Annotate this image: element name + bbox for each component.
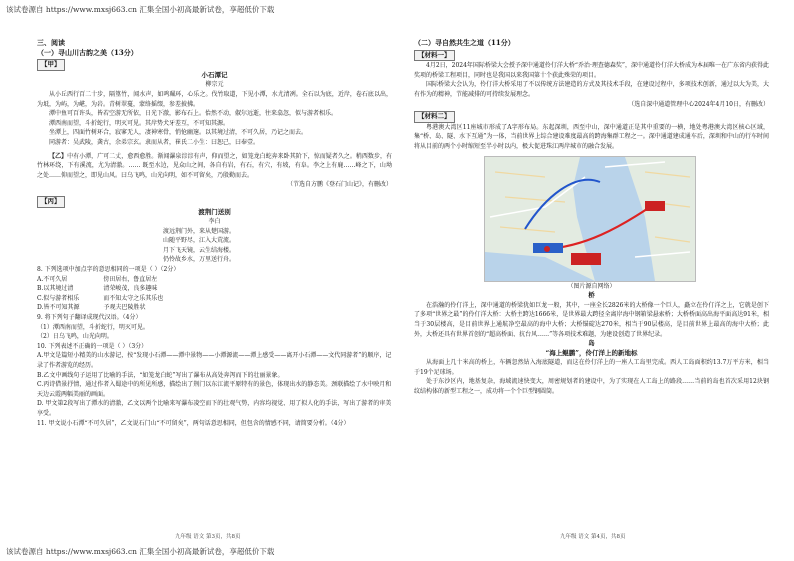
map-image (484, 156, 696, 282)
question-11: 11. 甲文说小石潭“不可久居”，乙文说石门山“不可留矣”，两句话意思相同，但包含的情感不同，请简要分析。（4分） (37, 419, 350, 427)
poem-line: 仍怜故乡水，万里送行舟。 (163, 256, 236, 264)
q10-option-b[interactable]: B.乙文中画线句子运用了比喻的手法，“如笼龙白蛇”写出了瀑布从高处奔泻而下的壮丽景象。 (37, 371, 284, 379)
yi-text: 中有小潭，广可二丈，愈西愈胜。渐闻瀑泉淙淙有声，仰而望之，如笼龙白蛇奔来卧其阶下，惊而疑者久之。稍西数步，有竹林环绕，下有溪流，尤为清澈。…… 既至水边，见众山之间，各自有岩，有石，有穴，有坡，有阜。李之上有鹿……峰之下，山坳之处……仰而望之，即见山风。曰乌飞鸣，山光向明，如不可留矣，乃殷勤而去。 (37, 152, 392, 179)
poem-line: 山随平野尽，江入大荒流。 (163, 237, 236, 245)
q10-option-c[interactable]: C.丙诗借景抒情，通过作者入蜀途中的所见所感，描绘出了荆门以东江流平原特有的景色，体现出水的静态美。颈联描绘了水中映月和天边云霞两幅美丽的画面。 (37, 381, 392, 398)
page-number-left: 九年级 语文 第3页，共8页 (175, 534, 241, 540)
q9-item-2: （2）日乌飞鸣，山光向明。 (37, 333, 113, 341)
yi-label: 【乙】 (49, 152, 68, 160)
yi-source: （节选自方鹏《登石门山记》，有删改） (286, 181, 392, 189)
material-2-label: 【材料二】 (414, 111, 455, 123)
subsection-bridge: 桥 (588, 291, 595, 300)
right-column (414, 38, 769, 397)
island-title: “海上鲲鹏”，伶仃洋上的新地标 (545, 348, 638, 357)
question-10: 10. 下列表述不正确的一项是（ ）（3分） (37, 342, 148, 350)
map-illustration (485, 157, 695, 281)
bridge-paragraph: 在浩瀚的伶仃洋上，深中通道的桥梁犹如巨龙一般，其中，一座全长2826米的大桥像一个巨人，矗立在伶仃洋之上，它就是创下了多项“世界之最”的伶仃洋大桥：大桥主跨达1666米，是世界最大跨径全离岸海中钢箱梁悬索桥；大桥桥面高出海平面高达91米，相当于30层楼高，是目前世界上通航净空最高的海中大桥；大桥锚碇达270米，相当于90层楼高，是目前世界上最高的海中大桥；此外，大桥还具有世界首创的“超高桥面、抗台风……”等各项技术难题，为建设创造了世界纪录。 (414, 301, 769, 338)
material-1-label: 【材料一】 (414, 50, 455, 62)
subsection-island: 岛 (588, 339, 595, 348)
poem-line: 月下飞天镜，云生结海楼。 (163, 246, 236, 254)
question-9: 9. 将下列句子翻译成现代汉语。（4分） (37, 314, 142, 322)
yi-passage (37, 152, 392, 181)
left-column (37, 38, 392, 428)
q10-option-a[interactable]: A.甲文是篇短小精美的山水游记，按“发现小石潭——潭中景物——小潭源流——潭上感受——离开小石潭——文代同游者”的顺序，记录了作者游览的经历。 (37, 352, 392, 369)
q8-option-d[interactable]: D.皆不可知其源 予观夫巴陵胜状 (37, 304, 146, 312)
section-title: 三、阅读 (37, 38, 65, 47)
material-1-paragraph-2: 国际桥梁大会认为，伶仃洋大桥采用了不以传统方法建造的方式及其技术手段，在建设过程中，多项技术创新，通过以大为美，大有作为的精神，节能减排的可持续发展理念。 (414, 81, 769, 98)
material-1-paragraph-1: 4月2日，2024年国际桥梁大会授予深中通道伶仃洋大桥“乔治·理查德森奖”，深中通道伶仃洋大桥成为本届唯一在广东省内获得此奖项的桥梁工程项目，同时也是我国以来我国第十个获此殊荣的项目。 (414, 62, 769, 79)
part2-title: （二）寻自然共生之道（11分） (414, 38, 515, 47)
material-1-source: （选自深中通道管理中心2024年4月10日，有删改） (628, 100, 769, 108)
q8-option-a[interactable]: A.不可久居 傍田居右，鲁直居左 (37, 275, 158, 283)
jia-paragraph-1: 从小丘西行百二十步，隔篁竹，闻水声，如鸣珮环，心乐之。伐竹取道，下见小潭，水尤清冽。全石以为底，近岸，卷石底以出，为坻，为屿，为嵁，为岩。青树翠蔓，蒙络摇缀，参差披拂。 (37, 90, 392, 108)
poem-line: 渡远荆门外，来从楚国游。 (163, 227, 236, 235)
page-header: 该试卷源自 https://www.mxsj663.cn 汇集全国小初高最新试卷，享超低价下载 (6, 5, 275, 14)
page-footer: 该试卷源自 https://www.mxsj663.cn 汇集全国小初高最新试卷，享超低价下载 (6, 547, 275, 556)
material-2-paragraph: 粤港澳大湾区11座城市形成了A字形布局。东起深圳，西至中山，深中通道正是其中重要的一横，地处粤港澳大湾区核心区域，集“桥、岛、隧、水下互通”为一体，当前世界上综合建设难度最高的跨海集群工程之一。深中通道建成通车后，深圳和中山的行车时间将从目前的两个小时缩短至半小时以内，极大促进珠江两岸城市的融合发展。 (414, 123, 769, 150)
island-paragraph-2: 处于东沙区内，地基复杂，海域流速快变大，周密规划者的建设中，为了实现在人工岛上的路段……当前的岛也首次采用12块钢纹结构体的新型工程之一，成功将一个个巨型钢圆筒。 (414, 378, 769, 396)
island-paragraph-1: 从海面上几十米高的桥上，车辆忽然钻入海底隧道，而这在伶仃洋上的一座人工岛里完成。西人工岛面积约13.7万平方米，相当于19个足球场。 (414, 359, 769, 376)
q8-option-c[interactable]: C.似与游者相乐 而不知太守之乐其乐也 (37, 294, 164, 302)
jia-paragraph-3: 潭西南而望，斗折蛇行，明灭可见。其岸势犬牙差互，不可知其源。 (49, 119, 230, 127)
map-caption: （图片源自网络） (567, 282, 616, 290)
bing-author: 李白 (208, 218, 221, 226)
q9-item-1: （1）潭西南而望，斗折蛇行，明灭可见。 (37, 323, 149, 331)
jia-title: 小石潭记 (201, 70, 228, 79)
page-number-right: 九年级 语文 第4页，共8页 (560, 534, 626, 540)
jia-paragraph-2: 潭中鱼可百许头，皆若空游无所依，日光下澈，影布石上。佁然不动，俶尔远逝，往来翕忽，似与游者相乐。 (49, 110, 338, 118)
jia-author: 柳宗元 (205, 81, 224, 89)
question-8: 8. 下列选项中加点字的意思相同的一项是（ ）（2分） (37, 266, 180, 274)
q8-option-b[interactable]: B.以其境过清 清荣峻茂，良多趣味 (37, 285, 158, 293)
bing-label: 【丙】 (37, 196, 65, 208)
part1-title: （一）寻山川古韵之美（13分） (37, 47, 138, 57)
bing-title: 渡荆门送别 (198, 207, 231, 216)
jia-paragraph-5: 同游者：吴武陵，龚古，余弟宗玄。隶而从者，崔氏二小生：曰恕己，曰奉壹。 (49, 138, 260, 146)
jia-label: 【甲】 (37, 59, 65, 71)
q10-option-d[interactable]: D. 甲文第2段写出了潭水的清澈，乙文以两个比喻来写瀑布凌空而下的壮观气势，内容均视觉、用了拟人化的手法，写出了游者的审美享受。 (37, 400, 392, 417)
jia-paragraph-4: 坐潭上，四面竹树环合，寂寥无人，凄神寒骨，悄怆幽邃。以其境过清，不可久居，乃记之而去。 (49, 129, 308, 137)
